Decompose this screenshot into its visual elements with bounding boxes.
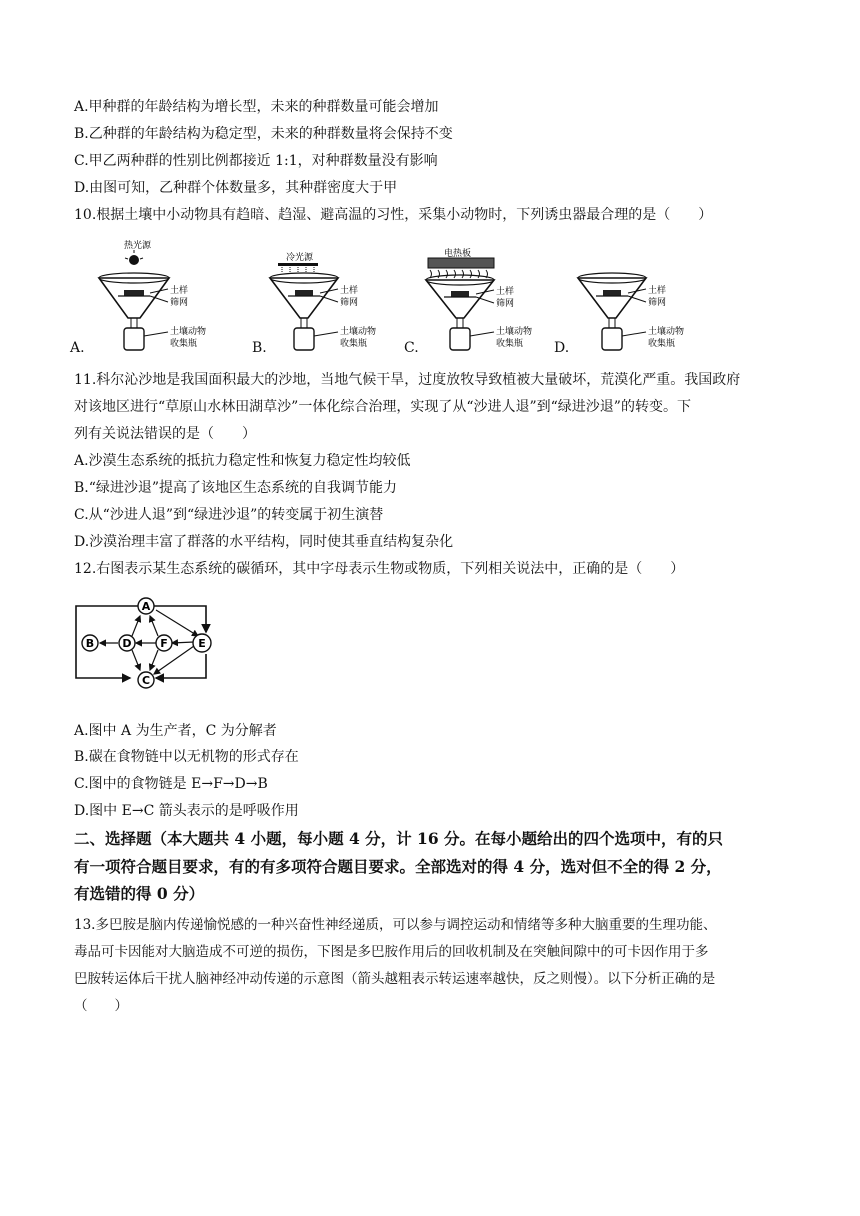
svg-text:A: A <box>141 600 151 613</box>
q13-stem-line2: 毒品可卡因能对大脑造成不可逆的损伤，下图是多巴胺作用后的回收机制及在突触间隙中的可卡因作用于多 <box>74 944 709 960</box>
svg-text:收集瓶: 收集瓶 <box>648 339 676 349</box>
q12-option-d: D.图中 E→C 箭头表示的是呼吸作用 <box>74 803 299 819</box>
svg-text:土样: 土样 <box>170 286 189 296</box>
section2-heading-line2: 有一项符合题目要求，有的有多项符合题目要求。全部选对的得 4 分，选对但不全的得 2 分， <box>74 857 722 876</box>
q12-stem: 12.右图表示某生态系统的碳循环，其中字母表示生物或物质，下列相关说法中，正确的是（ ） <box>74 561 685 577</box>
q10-b-source: 冷光源 <box>286 253 314 263</box>
q11-stem-line1: 11.科尔沁沙地是我国面积最大的沙地，当地气候干旱，过度放牧导致植被大量破坏，荒漠化严重。我国政府 <box>74 372 741 388</box>
q10-a-source: 热光源 <box>124 241 152 251</box>
q10-label-b: B. <box>252 340 267 356</box>
q10-device-c <box>422 236 552 356</box>
svg-text:筛网: 筛网 <box>170 298 189 308</box>
svg-text:土壤动物: 土壤动物 <box>496 327 533 337</box>
node-e <box>193 634 211 652</box>
section2-heading-line3: 有选错的得 0 分） <box>74 884 205 903</box>
q11-option-c: C.从“沙进人退”到“绿进沙退”的转变属于初生演替 <box>74 507 384 523</box>
q10-c-source: 电热板 <box>444 249 472 259</box>
q13-stem-line4: （ ） <box>74 998 128 1014</box>
svg-text:土样: 土样 <box>340 286 359 296</box>
svg-text:D: D <box>122 637 132 650</box>
q9-option-a: A.甲种群的年龄结构为增长型，未来的种群数量可能会增加 <box>74 99 439 115</box>
q10-device-b <box>268 236 398 356</box>
svg-text:土壤动物: 土壤动物 <box>170 327 207 337</box>
node-c <box>138 672 154 688</box>
q10-label-c: C. <box>404 340 419 356</box>
q11-option-b: B.“绿进沙退”提高了该地区生态系统的自我调节能力 <box>74 480 398 496</box>
svg-text:F: F <box>160 637 168 650</box>
svg-text:土样: 土样 <box>496 287 515 297</box>
node-b <box>82 635 98 651</box>
q11-stem-line2: 对该地区进行“草原山水林田湖草沙”一体化综合治理，实现了从“沙进人退”到“绿进沙退”的转变。下 <box>74 399 691 415</box>
svg-text:土样: 土样 <box>648 286 667 296</box>
carbon-cycle-diagram <box>72 596 218 696</box>
bulb-icon <box>129 255 139 265</box>
q12-option-a: A.图中 A 为生产者，C 为分解者 <box>74 723 277 739</box>
q10-label-d: D. <box>554 340 570 356</box>
svg-text:收集瓶: 收集瓶 <box>496 339 524 349</box>
q10-device-d <box>574 236 704 356</box>
q10-stem: 10.根据土壤中小动物具有趋暗、趋湿、避高温的习性，采集小动物时，下列诱虫器最合理的是（ ） <box>74 207 713 223</box>
q9-option-d: D.由图可知，乙种群个体数量多，其种群密度大于甲 <box>74 180 398 196</box>
q13-stem-line1: 13.多巴胺是脑内传递愉悦感的一种兴奋性神经递质，可以参与调控运动和情绪等多种大脑重要的生理功能、 <box>74 917 717 933</box>
svg-text:C: C <box>141 674 151 687</box>
q11-option-a: A.沙漠生态系统的抵抗力稳定性和恢复力稳定性均较低 <box>74 453 411 469</box>
q10-figure <box>70 236 710 358</box>
svg-text:土壤动物: 土壤动物 <box>648 327 685 337</box>
svg-text:筛网: 筛网 <box>496 299 515 309</box>
node-d <box>119 635 135 651</box>
q9-option-c: C.甲乙两种群的性别比例都接近 1:1，对种群数量没有影响 <box>74 153 438 169</box>
q12-option-b: B.碳在食物链中以无机物的形式存在 <box>74 749 299 765</box>
q13-stem-line3: 巴胺转运体后干扰人脑神经冲动传递的示意图（箭头越粗表示转运速率越快，反之则慢）。以下分析正确的是 <box>74 971 716 987</box>
q12-option-c: C.图中的食物链是 E→F→D→B <box>74 776 268 792</box>
node-f <box>156 635 172 651</box>
q10-device-a <box>94 236 224 356</box>
svg-text:筛网: 筛网 <box>648 298 667 308</box>
svg-text:B: B <box>85 637 95 650</box>
section2-heading-line1: 二、选择题（本大题共 4 小题，每小题 4 分，计 16 分。在每小题给出的四个选项中，有的只 <box>74 829 724 848</box>
svg-text:收集瓶: 收集瓶 <box>170 339 198 349</box>
svg-text:收集瓶: 收集瓶 <box>340 339 368 349</box>
svg-text:E: E <box>198 637 206 650</box>
q11-stem-line3: 列有关说法错误的是（ ） <box>74 426 256 442</box>
q10-label-a: A. <box>70 340 85 356</box>
node-a <box>138 598 154 614</box>
q9-option-b: B.乙种群的年龄结构为稳定型，未来的种群数量将会保持不变 <box>74 126 453 142</box>
q11-option-d: D.沙漠治理丰富了群落的水平结构，同时使其垂直结构复杂化 <box>74 534 454 550</box>
svg-text:土壤动物: 土壤动物 <box>340 327 377 337</box>
svg-text:筛网: 筛网 <box>340 298 359 308</box>
